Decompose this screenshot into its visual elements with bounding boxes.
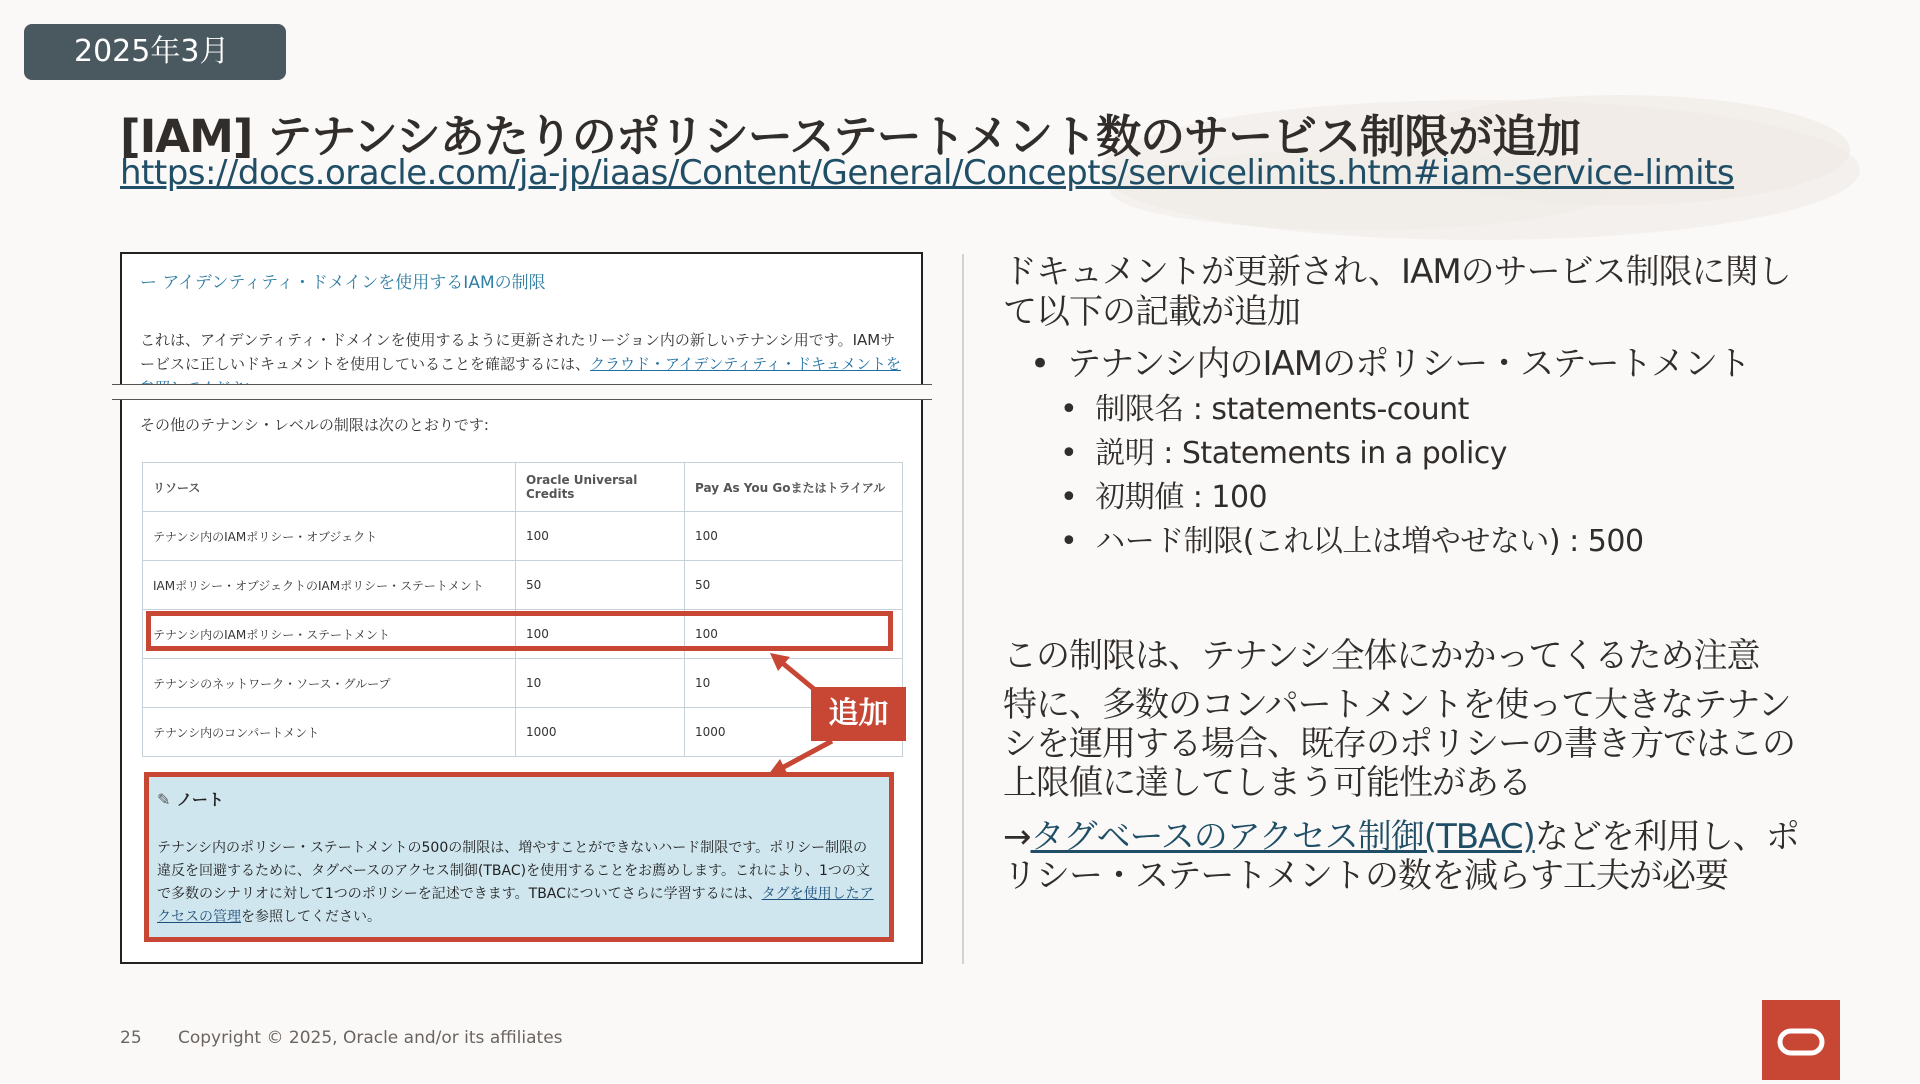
intro-body: これは、アイデンティティ・ドメインを使用するように更新されたリージョン内の新しいテナンシ用です。IAMサービスに正しいドキュメントを使用していることを確認するには、 xyxy=(140,331,896,373)
note-box xyxy=(144,772,894,942)
table-header-row xyxy=(143,463,903,512)
sub-bullet: • 制限名 : statements-count xyxy=(1060,392,1469,427)
table-cell: 50 xyxy=(516,561,685,610)
detail-text: 特に、多数のコンパートメントを使って大きなテナンシを運用する場合、既存のポリシーの書き方ではこの上限値に達してしまう可能性がある xyxy=(1003,685,1795,803)
date-badge: 2025年3月 xyxy=(24,24,286,80)
action-text xyxy=(1003,818,1803,896)
note-body xyxy=(157,837,881,929)
action-suffix: などを利用し、ポリシー・ステートメントの数を減らす工夫が必要 xyxy=(1003,817,1799,896)
bullet-item-text: テナンシ内のIAMのポリシー・ステートメント xyxy=(1067,344,1751,384)
doc-link[interactable]: https://docs.oracle.com/ja-jp/iaas/Content/General/Concepts/servicelimits.htm#iam-service-limits xyxy=(120,153,1735,193)
table-cell: 10 xyxy=(516,659,685,708)
table-cell: 1000 xyxy=(516,708,685,757)
intro-text xyxy=(140,328,910,378)
table-cell: テナンシ内のIAMポリシー・オブジェクト xyxy=(143,512,516,561)
sub-bullet-text: 制限名 : statements-count xyxy=(1095,392,1469,427)
other-limits-text: その他のテナンシ・レベルの制限は次のとおりです: xyxy=(140,416,489,434)
column-header: Pay As You Goまたはトライアル xyxy=(685,463,903,512)
sub-bullet-text: 初期値 : 100 xyxy=(1095,480,1268,515)
tbac-link[interactable]: タグベースのアクセス制御(TBAC) xyxy=(1030,817,1535,857)
note-body-tail: を参照してください。 xyxy=(241,909,381,925)
table-cell: テナンシ内のIAMポリシー・ステートメント xyxy=(143,610,516,659)
doc-screenshot xyxy=(120,252,923,964)
table-cell: 100 xyxy=(516,610,685,659)
table-cell: 1000 xyxy=(685,708,903,757)
action-prefix: → xyxy=(1003,817,1031,857)
table-row xyxy=(143,561,903,610)
page-title: [IAM] テナンシあたりのポリシーステートメント数のサービス制限が追加 xyxy=(120,110,1581,163)
table-cell: テナンシ内のコンパートメント xyxy=(143,708,516,757)
caution-text: この制限は、テナンシ全体にかかってくるため注意 xyxy=(1003,636,1760,676)
note-heading xyxy=(157,787,224,810)
table-cell: テナンシのネットワーク・ソース・グループ xyxy=(143,659,516,708)
note-body-text: テナンシ内のポリシー・ステートメントの500の制限は、増やすことができないハード制限です。ポリシー制限の違反を回避するために、タグベースのアクセス制御(TBAC)を使用することをお薦めします。これにより、1つの文で多数のシナリオに対して1つのポリシーを記述できます。TBACについてさらに学習するには、 xyxy=(157,840,870,902)
table-cell: IAMポリシー・オブジェクトのIAMポリシー・ステートメント xyxy=(143,561,516,610)
page-number: 25 xyxy=(120,1028,142,1048)
torn-separator xyxy=(112,384,932,400)
table-cell: 100 xyxy=(685,610,903,659)
highlight-box xyxy=(146,611,893,651)
column-header: リソース xyxy=(143,463,516,512)
sub-bullet-text: 説明 : Statements in a policy xyxy=(1095,436,1508,471)
oracle-logo-icon xyxy=(1762,1000,1840,1080)
table-cell: 50 xyxy=(685,561,903,610)
table-cell: 100 xyxy=(516,512,685,561)
tag-access-link[interactable]: タグを使用したアクセスの管理 xyxy=(157,886,874,925)
oracle-logo xyxy=(1762,1000,1840,1080)
column-header: Oracle Universal Credits xyxy=(516,463,685,512)
section-heading[interactable]: ー アイデンティティ・ドメインを使用するIAMの制限 xyxy=(140,273,546,293)
added-label: 追加 xyxy=(811,687,906,741)
identity-doc-link[interactable]: クラウド・アイデンティティ・ドキュメントを xyxy=(590,355,901,373)
table-cell: 100 xyxy=(685,512,903,561)
column-divider xyxy=(962,254,964,964)
note-edit-icon: ✎ xyxy=(157,790,171,809)
right-intro: ドキュメントが更新され、IAMのサービス制限に関して以下の記載が追加 xyxy=(1003,252,1791,332)
table-row xyxy=(143,512,903,561)
sub-bullet: • ハード制限(これ以上は増やせない) : 500 xyxy=(1060,524,1644,559)
copyright: Copyright © 2025, Oracle and/or its affiliates xyxy=(178,1028,563,1048)
sub-bullet: • 説明 : Statements in a policy xyxy=(1060,436,1508,471)
bullet-item: • テナンシ内のIAMのポリシー・ステートメント xyxy=(1030,344,1751,384)
sub-bullet: • 初期値 : 100 xyxy=(1060,480,1268,515)
table-cell: 10 xyxy=(685,659,903,708)
sub-bullet-text: ハード制限(これ以上は増やせない) : 500 xyxy=(1095,524,1644,559)
note-heading-text: ノート xyxy=(176,790,224,809)
